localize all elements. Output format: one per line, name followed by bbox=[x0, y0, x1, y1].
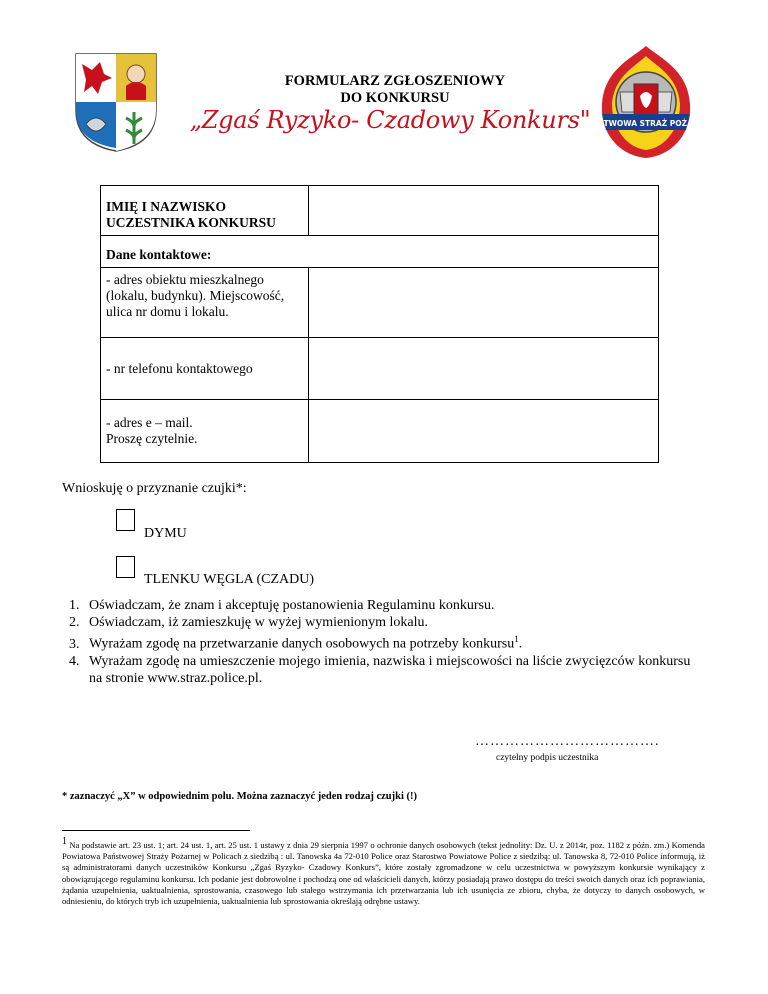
footnote bbox=[62, 836, 705, 908]
signature-line[interactable]: ………………………………. bbox=[475, 734, 660, 749]
declaration-item: 3. Wyrażam zgodę na przetwarzanie danych osobowych na potrzeby konkursu$^1$. bbox=[83, 631, 703, 653]
smoke-detector-label: DYMU bbox=[144, 526, 187, 541]
participant-name-field[interactable] bbox=[309, 186, 659, 236]
fire-service-logo-text: PAŃSTWOWA STRAŻ POŻARNA bbox=[581, 119, 711, 128]
declarations-list bbox=[62, 597, 703, 687]
coat-of-arms-logo bbox=[74, 52, 158, 152]
form-title: FORMULARZ ZGŁOSZENIOWY bbox=[284, 73, 506, 89]
selection-note: * zaznaczyć „X” w odpowiednim polu. Można zaznaczyć jeden rodzaj czujki (!) bbox=[62, 791, 418, 802]
address-field[interactable] bbox=[309, 268, 659, 338]
footnote-divider bbox=[62, 830, 250, 831]
fire-service-logo bbox=[581, 44, 711, 160]
contest-name: „Zgaś Ryzyko- Czadowy Konkurs" bbox=[189, 106, 591, 134]
email-label-line1: - adres e – mail. bbox=[106, 415, 193, 430]
email-label bbox=[101, 400, 309, 463]
email-field[interactable] bbox=[309, 400, 659, 463]
detector-request-label: Wnioskuję o przyznanie czujki*: bbox=[62, 481, 247, 496]
participant-name-label: IMIĘ I NAZWISKO UCZESTNIKA KONKURSU bbox=[101, 186, 309, 236]
smoke-detector-checkbox[interactable] bbox=[116, 509, 135, 531]
footnote-text: Na podstawie art. 23 ust. 1; art. 24 ust. 1, art. 25 ust. 1 ustawy z dnia 29 sierpnia 1997 o ochronie danych osobowych (tekst jednolity: Dz. U. z 2014r, poz. 1182 z późn. zm.) Komenda Powiatowa Państwowej Straży Pożarnej w Policach z siedzibą : ul. Tanowska 4a 72-010 Police oraz Starostwo Powiatowe Police z siedzibą: ul. Tanowska 8, 72-010 Police informują, iż są administratorami danych uczestników Konkursu „Zgaś Ryzyko- Czadowy Konkurs”, które zostały zgromadzone w celu uczestnictwa w powyższym konkursie wynikający z obowiązującego regulaminu konkursu. Ich podanie jest dobrowolne i pochodzą one od właścicieli danych, którzy posiadają prawo dostępu do treści swoich danych oraz ich poprawiania, żądania uzupełnienia, uaktualnienia, sprostowania, czasowego lub stałego wstrzymania ich przetwarzania lub ich usunięcia ze zbioru, chyba, że dotyczy to danych osobowych, w odniesieniu, do których tryb ich uzupełnienia, uaktualnienia lub sprostowania określają odrębne ustawy. bbox=[62, 839, 705, 907]
participant-form-table bbox=[100, 185, 659, 463]
phone-field[interactable] bbox=[309, 338, 659, 400]
footnote-ref: 1 bbox=[514, 634, 519, 644]
phone-label: - nr telefonu kontaktowego bbox=[101, 338, 309, 400]
address-label: - adres obiektu mieszkalnego (lokalu, budynku). Miejscowość, ulica nr domu i lokalu. bbox=[101, 268, 309, 338]
form-subtitle: DO KONKURSU bbox=[340, 90, 450, 106]
email-label-line2: Proszę czytelnie. bbox=[106, 431, 198, 446]
declaration-item: 1. Oświadczam, że znam i akceptuję postanowienia Regulaminu konkursu. bbox=[83, 597, 703, 614]
co-detector-checkbox[interactable] bbox=[116, 556, 135, 578]
footnote-number: 1 bbox=[62, 836, 67, 847]
contact-data-heading: Dane kontaktowe: bbox=[101, 236, 659, 268]
declaration-item: 2. Oświadczam, iż zamieszkuję w wyżej wymienionym lokalu. bbox=[83, 614, 703, 631]
declaration-item: 4. Wyrażam zgodę na umieszczenie mojego imienia, nazwiska i miejscowości na liście zwycięzców konkursu na stronie www.straz.police.pl. bbox=[83, 653, 703, 687]
signature-label: czytelny podpis uczestnika bbox=[496, 753, 599, 763]
co-detector-label: TLENKU WĘGLA (CZADU) bbox=[144, 572, 315, 587]
